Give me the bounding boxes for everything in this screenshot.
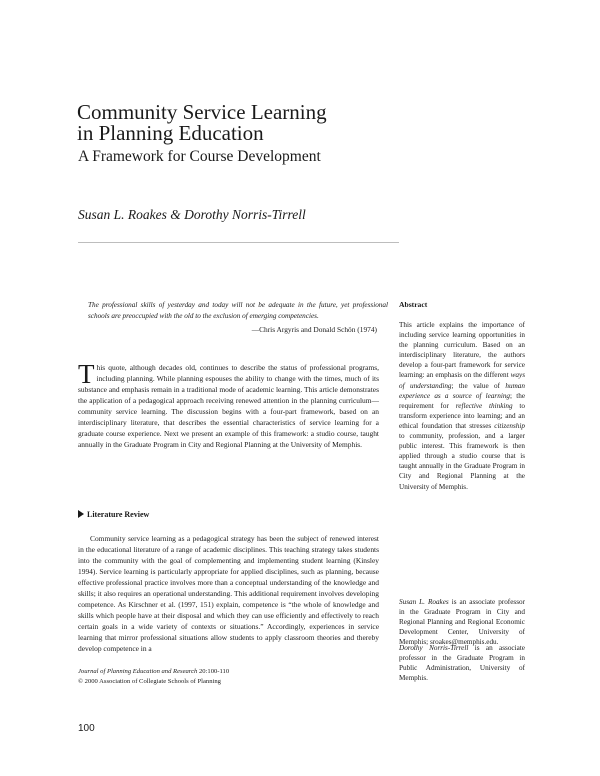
abstract-emphasis: human experience as a source of learning: [399, 381, 525, 400]
abstract-part: ; the value of: [451, 381, 506, 390]
epigraph-attribution: —Chris Argyris and Donald Schön (1974): [251, 325, 377, 334]
title-line-1: Community Service Learning: [77, 100, 327, 124]
copyright: © 2000 Association of Collegiate Schools of Planning: [78, 677, 221, 685]
article-title: [77, 102, 407, 144]
intro-text: his quote, although decades old, continues to describe the status of professional programs, including planning. While planning espouses the ability to change with the times, much of its substance and emphasis remain in a traditional mode of academic learning. This article demonstrates the application of a pedagogical approach receiving renewed attention in the planning curriculum—community service learning. The discussion begins with a four-part framework, based on an interdisciplinary literature, that describes the essential characteristics of service learning for a graduate course experience. Next we present an example of this framework: a studio course, taught annually in the Graduate Program in City and Regional Planning at the University of Memphis.: [78, 363, 379, 450]
epigraph-quote: The professional skills of yesterday and today will not be adequate in the future, yet professional schools are preoccupied with the old to the exclusion of emerging competencies.: [88, 301, 388, 320]
abstract-emphasis: reflective thinking: [455, 401, 513, 410]
abstract-part: ; the requirement for: [399, 391, 526, 410]
abstract-emphasis: citizenship: [494, 421, 525, 430]
abstract-emphasis: ways of understanding: [399, 371, 525, 390]
title-line-2: in Planning Education: [77, 121, 264, 145]
drop-cap: T: [78, 359, 95, 389]
section-heading-label: Literature Review: [87, 510, 150, 519]
journal-volume: 20:100-110: [197, 668, 230, 675]
bio-name: Dorothy Norris-Tirrell: [399, 644, 469, 652]
bio-name: Susan L. Roakes: [399, 598, 449, 606]
journal-name: Journal of Planning Education and Research: [78, 668, 198, 675]
abstract-part: This article explains the importance of including service learning opportunities in the planning curriculum. Based on an interdisciplinary literature, the authors develop a four-part framework for service learning: an emphasis on the different: [399, 321, 525, 380]
author-bio-norris-tirrell: [399, 643, 525, 683]
article-subtitle: A Framework for Course Development: [78, 148, 321, 165]
abstract-part: to transform experience into learning; and an ethical foundation that stresses: [399, 401, 526, 430]
section-heading-literature-review: [78, 509, 278, 520]
abstract-heading: Abstract: [399, 300, 428, 309]
journal-citation: [78, 667, 328, 677]
intro-paragraph: [78, 359, 379, 450]
literature-review-paragraph: Community service learning as a pedagogical strategy has been the subject of renewed interest in the educational literature of a range of academic disciplines. This teaching strategy takes students into the community with the goal of complementing and implementing student learning (Kinsley 1994). Service learning is particularly appropriate for applied disciplines, such as planning, because effective professional practice involves more than a conceptual understanding of the knowledge and skills; it also requires an operational understanding. This additional requirement involves developing competence. As Kirschner et al. (1997, 151) explain, competence is “the whole of knowledge and skills which people have at their disposal and which they can use efficiently and effectively to reach certain goals in a wide variety of contexts or situations.” Accordingly, experiences in service learning that mirror professional situations allow students to apply classroom theories and thereby develop competence in a: [78, 534, 379, 654]
bio-text: is an associate professor in the Graduate Program in Public Administration, University of Memphis.: [399, 644, 525, 683]
abstract-part: to community, profession, and a larger public interest. This framework is then applied through a studio course that is taught annually in the Graduate Program in City and Regional Planning at the University of Memphis.: [399, 432, 525, 491]
journal-footer: [78, 667, 328, 686]
author-bio-roakes: [399, 597, 525, 647]
page-number: 100: [78, 723, 95, 734]
article-authors: Susan L. Roakes & Dorothy Norris-Tirrell: [78, 207, 306, 222]
triangle-bullet-icon: [78, 510, 84, 518]
title-divider: [78, 242, 399, 243]
abstract-text: [399, 320, 525, 492]
bio-text: is an associate professor in the Graduate Program in City and Regional Planning and Regional Economic Development Center, University of Memphis; sroakes@memphis.edu.: [399, 598, 525, 647]
